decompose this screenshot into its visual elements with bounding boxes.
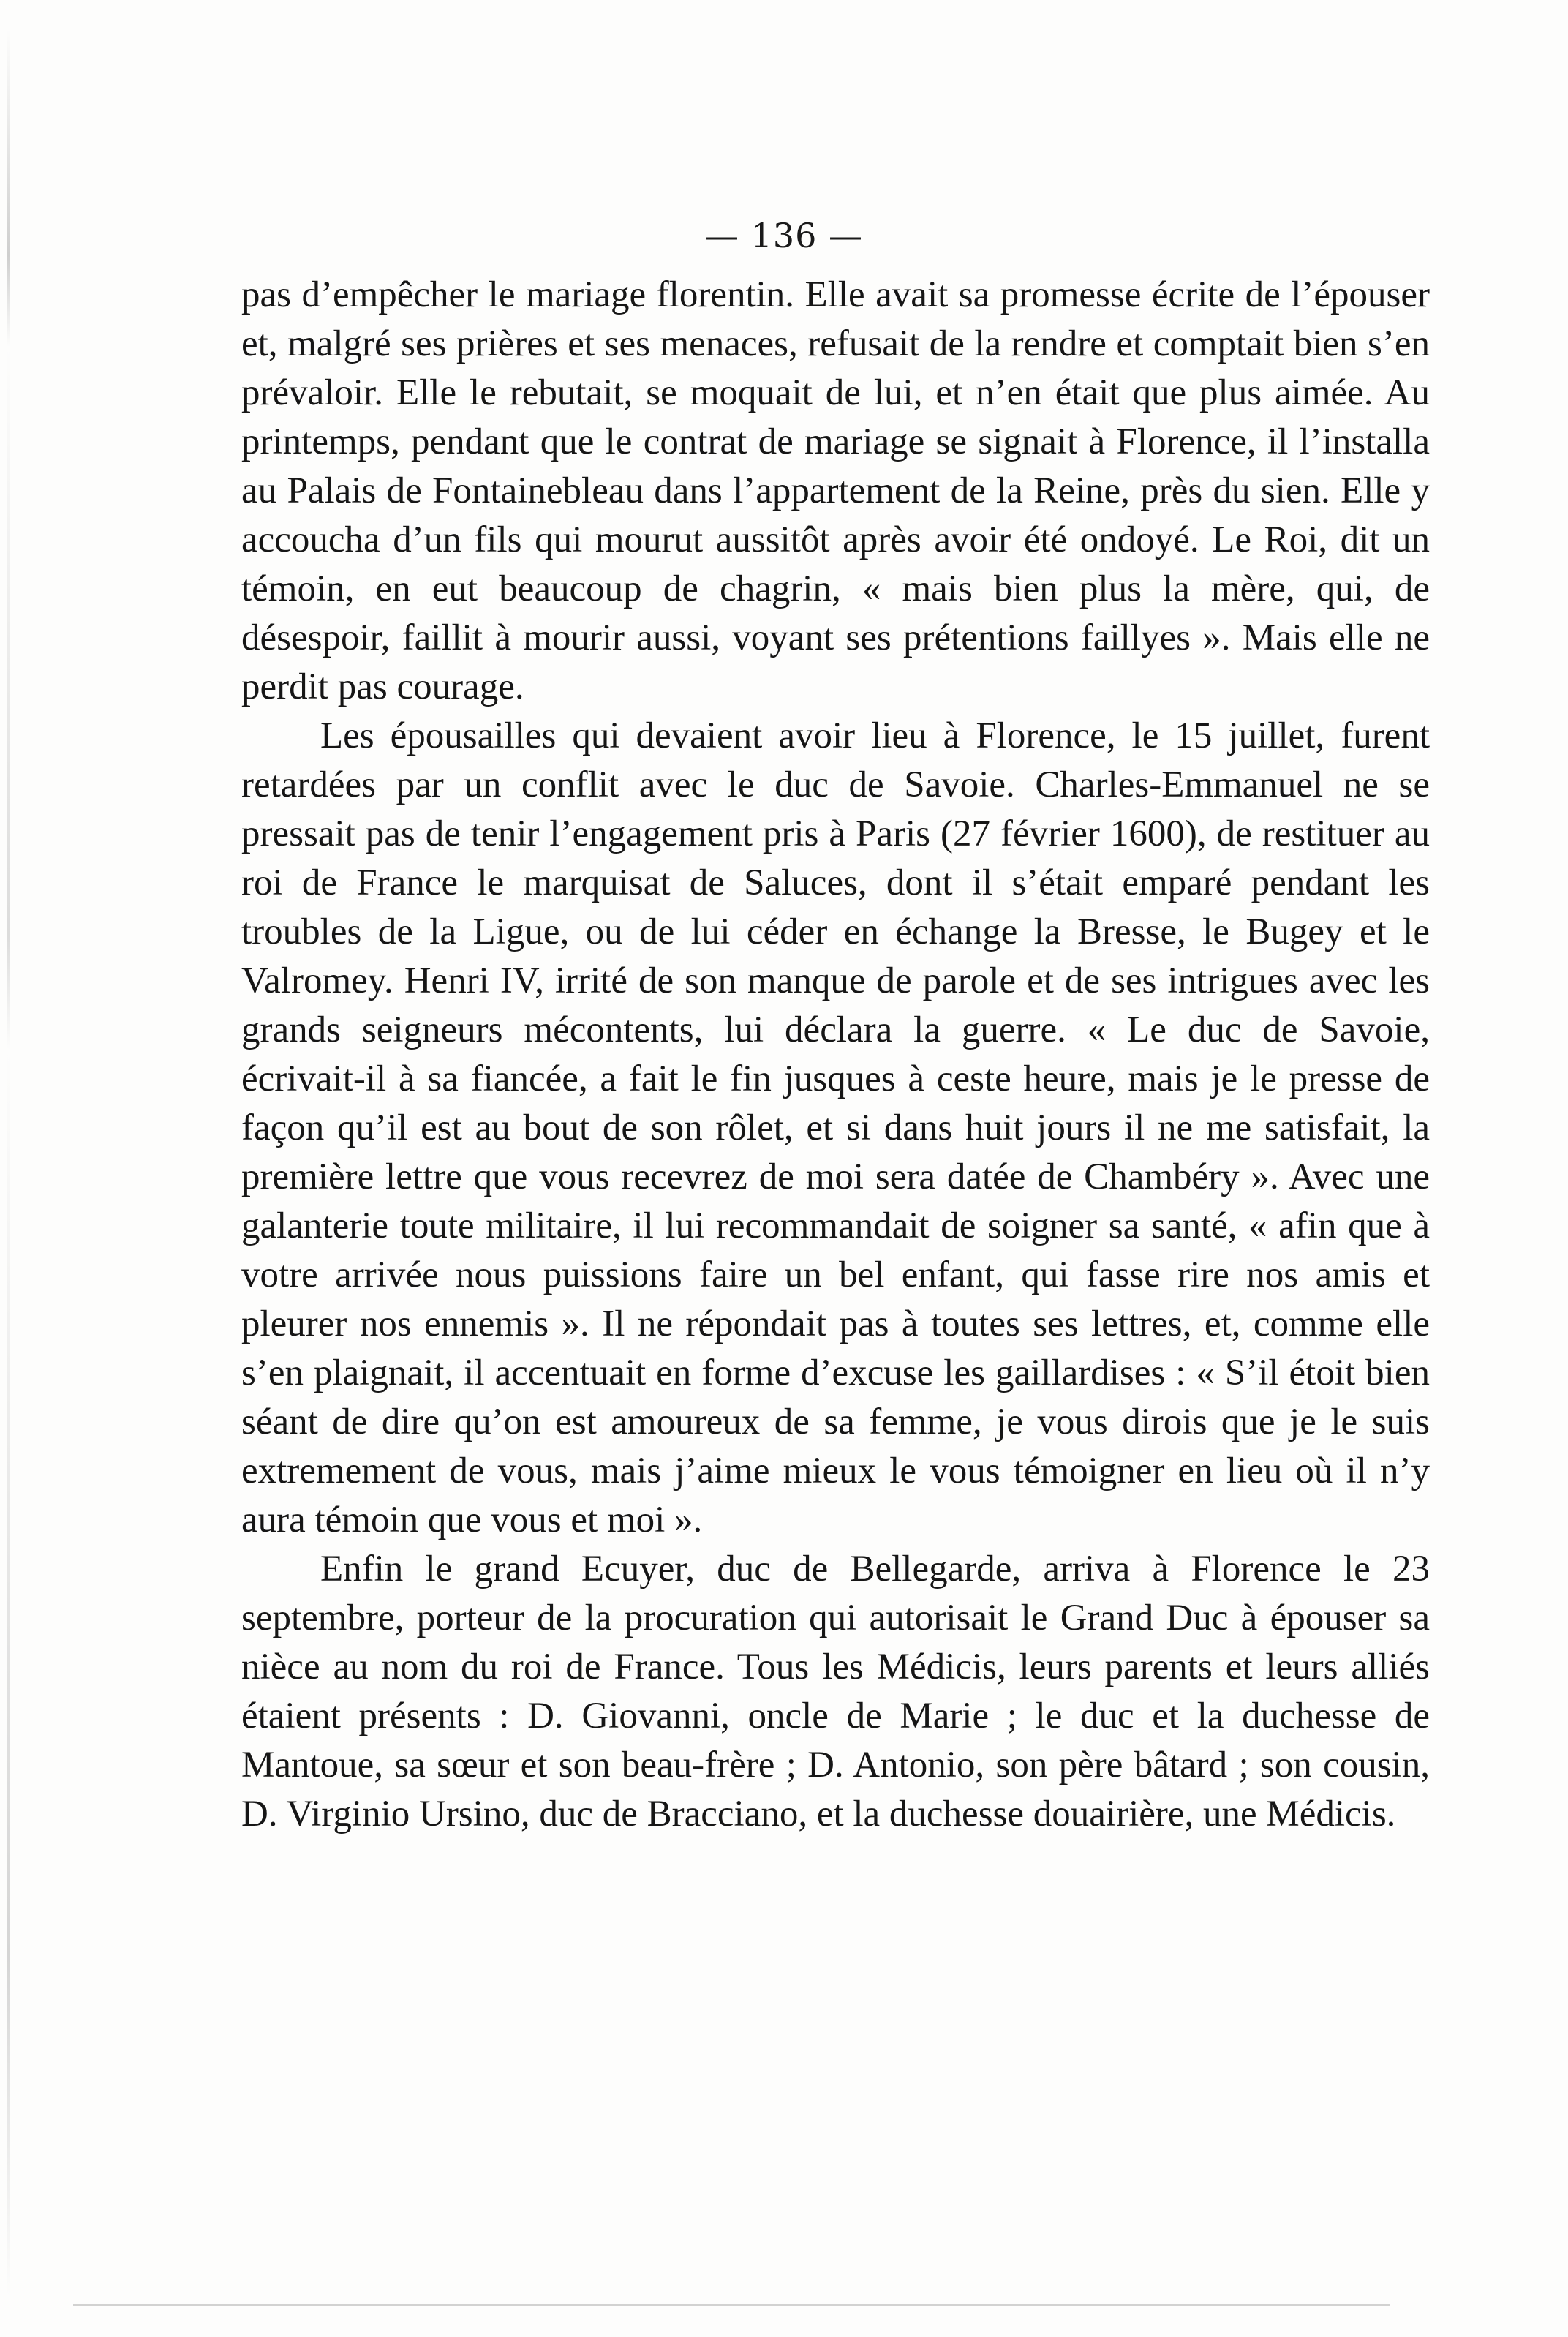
scan-edge-mark <box>73 2304 1390 2306</box>
scan-edge-mark <box>7 29 10 2297</box>
paragraph-2: Les épousailles qui devaient avoir lieu à Florence, le 15 juillet, furent retardées par un conflit avec le duc de Savoie. Charles-Emmanuel ne se pressait pas de tenir l’engagement pris à Paris (27 février 1600), de restituer au roi de France le marquisat de Saluces, dont il s’était emparé pendant les troubles de la Ligue, ou de lui céder en échange la Bresse, le Bugey et le Valromey. Henri IV, irrité de son manque de parole et de ses intrigues avec les grands seigneurs mécontents, lui déclara la guerre. « Le duc de Savoie, écrivait-il à sa fiancée, a fait le fin jusques à ceste heure, mais je le presse de façon qu’il est au bout de son rôlet, et si dans huit jours il ne me satisfait, la première lettre que vous recevrez de moi sera datée de Chambéry ». Avec une galanterie toute militaire, il lui recommandait de soigner sa santé, « afin que à votre arrivée nous puissions faire un bel enfant, qui fasse rire nos amis et pleurer nos ennemis ». Il ne répondait pas à toutes ses lettres, et, comme elle s’en plaignait, il accentuait en forme d’excuse les gaillardises : « S’il étoit bien séant de dire qu’on est amoureux de sa femme, je vous dirois que je le suis extremement de vous, mais j’aime mieux le vous témoigner en lieu où il n’y aura témoin que vous et moi ». <box>241 715 1430 1540</box>
paragraph-3: Enfin le grand Ecuyer, duc de Bellegarde, arriva à Florence le 23 septembre, porteur de la procuration qui autorisait le Grand Duc à épouser sa nièce au nom du roi de France. Tous les Médicis, leurs parents et leurs alliés étaient présents : D. Giovanni, oncle de Marie ; le duc et la duchesse de Mantoue, sa sœur et son beau-frère ; D. Antonio, son père bâtard ; son cousin, D. Virginio Ursino, duc de Bracciano, et la duchesse douairière, une Médicis. <box>241 1548 1430 1834</box>
paragraph-1: pas d’empêcher le mariage florentin. Elle avait sa promesse écrite de l’épouser et, malgré ses prières et ses menaces, refusait de la rendre et comptait bien s’en prévaloir. Elle le rebutait, se moquait de lui, et n’en était que plus aimée. Au printemps, pendant que le contrat de mariage se signait à Florence, il l’installa au Palais de Fontainebleau dans l’appartement de la Reine, près du sien. Elle y accoucha d’un fils qui mourut aussitôt après avoir été ondoyé. Le Roi, dit un témoin, en eut beaucoup de chagrin, « mais bien plus la mère, qui, de désespoir, faillit à mourir aussi, voyant ses prétentions faillyes ». Mais elle ne perdit pas courage. <box>241 274 1430 707</box>
page-number: — 136 — <box>704 216 864 255</box>
body-text <box>241 271 1430 1839</box>
